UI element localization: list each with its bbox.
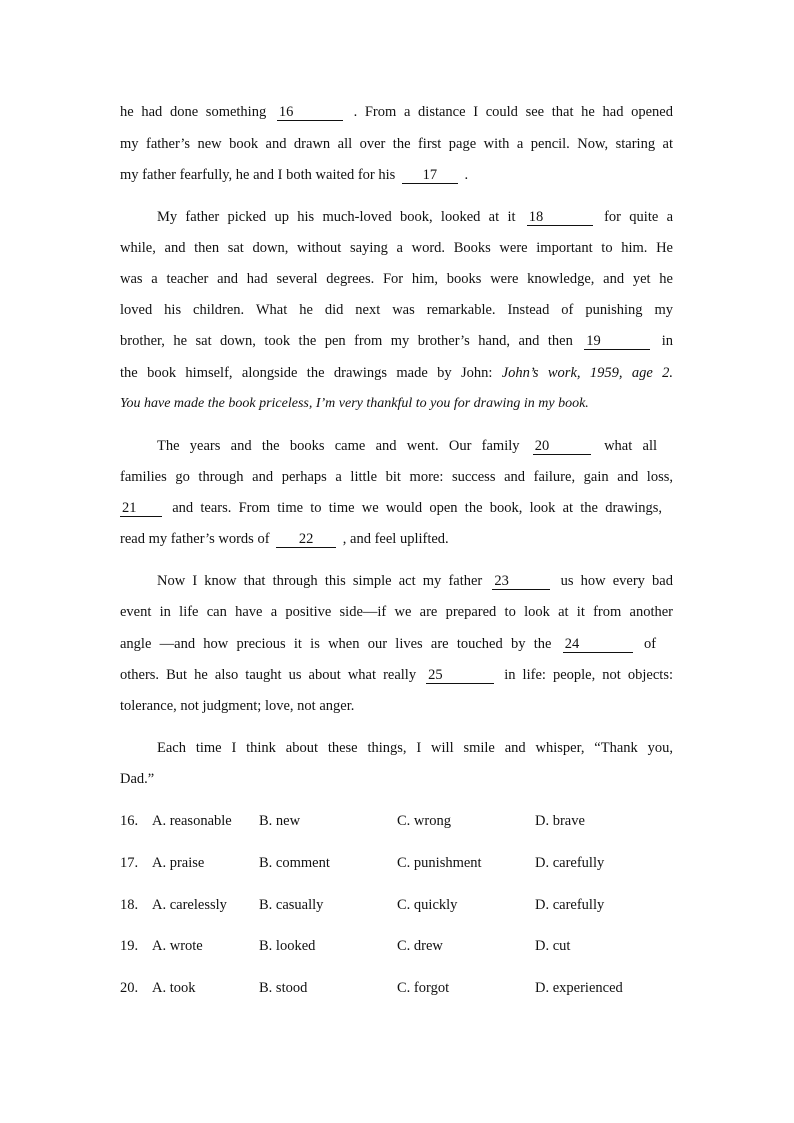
passage-line: was a teacher and had several degrees. For him, books were knowledge, and yet he — [120, 271, 673, 287]
passage-line: my father’s new book and drawn all over the first page with a pencil. Now, staring at — [120, 136, 673, 152]
text-segment: . — [464, 167, 469, 183]
text-segment: , and feel uplifted. — [342, 531, 449, 547]
passage-line: tolerance, not judgment; love, not anger. — [120, 698, 355, 714]
passage-line — [120, 102, 673, 122]
text-segment: us how every bad — [560, 573, 673, 589]
text-segment: read my father’s words of — [120, 531, 270, 547]
passage-line — [120, 665, 673, 685]
passage-line — [157, 207, 673, 227]
text-segment: my father fearfully, he and I both waited for his — [120, 167, 396, 183]
text-segment: others. But he also taught us about what really — [120, 667, 417, 683]
text-segment: angle —and how precious it is when our lives are touched by the — [120, 636, 552, 652]
passage-line — [120, 165, 673, 185]
option-b: B. comment — [259, 855, 330, 871]
text-segment: what all — [604, 438, 658, 454]
option-d: D. cut — [535, 938, 571, 954]
text-segment: he had done something — [120, 104, 267, 120]
option-b: B. stood — [259, 980, 308, 996]
option-d: D. carefully — [535, 855, 605, 871]
option-a: A. took — [152, 980, 196, 996]
blank-21: 21 — [120, 500, 162, 517]
blank-24: 24 — [563, 636, 633, 653]
blank-17: 17 — [402, 167, 458, 184]
option-a: A. carelessly — [152, 897, 227, 913]
passage-line: Dad.” — [120, 771, 155, 787]
question-number: 18. — [120, 897, 139, 913]
passage-line — [120, 331, 673, 351]
text-segment: My father picked up his much-loved book, looked at it — [157, 209, 516, 225]
text-segment: the book himself, alongside the drawings made by John: — [120, 365, 493, 381]
option-a: A. wrote — [152, 938, 203, 954]
question-number: 16. — [120, 813, 139, 829]
blank-16: 16 — [277, 104, 343, 121]
passage-line: loved his children. What he did next was remarkable. Instead of punishing my — [120, 302, 673, 318]
passage-line-italic: You have made the book priceless, I’m very thankful to you for drawing in my book. — [120, 396, 589, 411]
text-segment: of — [643, 636, 657, 652]
blank-19: 19 — [584, 333, 650, 350]
option-b: B. looked — [259, 938, 316, 954]
option-d: D. brave — [535, 813, 585, 829]
text-segment: . From a distance I could see that he had opened — [353, 104, 673, 120]
option-a: A. praise — [152, 855, 205, 871]
text-segment: The years and the books came and went. Our family — [157, 438, 520, 454]
blank-23: 23 — [492, 573, 550, 590]
passage-line: event in life can have a positive side—if we are prepared to look at it from another — [120, 604, 673, 620]
option-c: C. wrong — [397, 813, 451, 829]
option-b: B. casually — [259, 897, 324, 913]
blank-20: 20 — [533, 438, 591, 455]
passage-line: while, and then sat down, without saying a word. Books were important to him. He — [120, 240, 673, 256]
option-a: A. reasonable — [152, 813, 232, 829]
option-c: C. punishment — [397, 855, 482, 871]
text-segment: Now I know that through this simple act my father — [157, 573, 483, 589]
blank-25: 25 — [426, 667, 494, 684]
option-c: C. quickly — [397, 897, 458, 913]
passage-line — [157, 571, 673, 591]
passage-line — [120, 363, 673, 383]
text-segment: and tears. From time to time we would open the book, look at the drawings, — [172, 500, 662, 516]
passage-line: Each time I think about these things, I will smile and whisper, “Thank you, — [157, 740, 673, 756]
passage-line — [120, 634, 656, 654]
option-d: D. carefully — [535, 897, 605, 913]
option-c: C. drew — [397, 938, 443, 954]
passage-line — [120, 498, 662, 518]
passage-line — [157, 436, 657, 456]
option-b: B. new — [259, 813, 301, 829]
question-number: 20. — [120, 980, 139, 996]
italic-text: John’s work, 1959, age 2. — [501, 365, 673, 381]
option-c: C. forgot — [397, 980, 450, 996]
blank-18: 18 — [527, 209, 593, 226]
passage-line: families go through and perhaps a little bit more: success and failure, gain and loss, — [120, 469, 673, 485]
text-segment: for quite a — [604, 209, 674, 225]
text-segment: brother, he sat down, took the pen from my brother’s hand, and then — [120, 333, 573, 349]
question-number: 17. — [120, 855, 139, 871]
blank-22: 22 — [276, 531, 336, 548]
question-number: 19. — [120, 938, 139, 954]
option-d: D. experienced — [535, 980, 623, 996]
passage-line — [120, 529, 673, 549]
text-segment: in life: people, not objects: — [504, 667, 673, 683]
text-segment: in — [661, 333, 674, 349]
